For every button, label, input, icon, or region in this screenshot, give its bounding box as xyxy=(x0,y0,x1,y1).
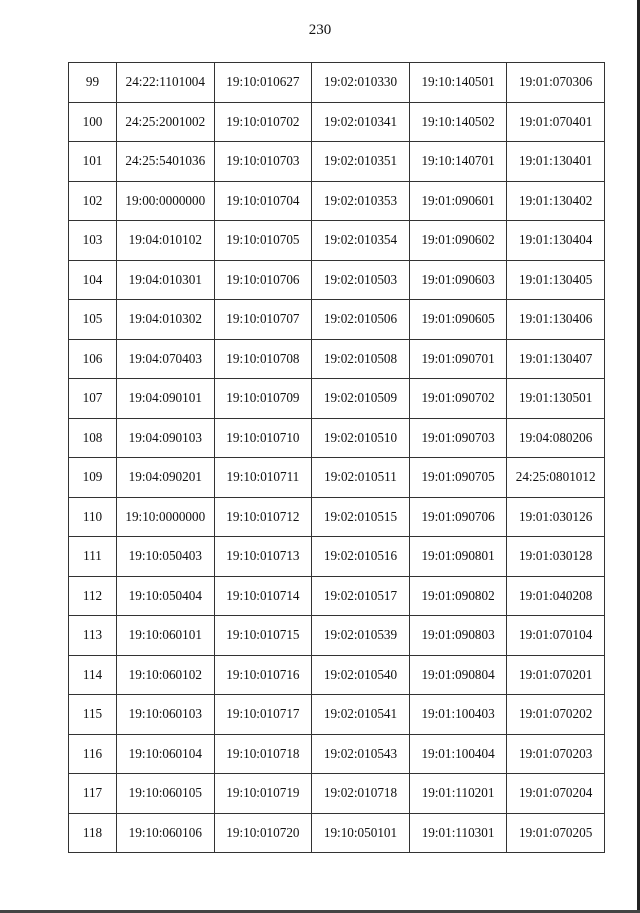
table-row xyxy=(69,300,605,340)
row-number-cell: 114 xyxy=(69,655,117,695)
code-cell: 19:10:010705 xyxy=(214,221,312,261)
code-cell: 24:25:0801012 xyxy=(507,458,605,498)
code-cell: 19:10:060104 xyxy=(117,734,215,774)
code-cell: 19:10:0000000 xyxy=(117,497,215,537)
code-cell: 19:01:090701 xyxy=(409,339,507,379)
code-cell: 19:10:010709 xyxy=(214,379,312,419)
code-cell: 19:01:090603 xyxy=(409,260,507,300)
codes-table-body xyxy=(69,63,605,853)
table-row xyxy=(69,458,605,498)
code-cell: 19:02:010516 xyxy=(312,537,410,577)
code-cell: 19:01:090601 xyxy=(409,181,507,221)
table-row xyxy=(69,379,605,419)
code-cell: 19:02:010506 xyxy=(312,300,410,340)
table-row xyxy=(69,102,605,142)
row-number-cell: 108 xyxy=(69,418,117,458)
row-number-cell: 104 xyxy=(69,260,117,300)
code-cell: 19:02:010515 xyxy=(312,497,410,537)
table-row xyxy=(69,734,605,774)
code-cell: 19:10:140701 xyxy=(409,142,507,182)
code-cell: 19:10:060102 xyxy=(117,655,215,695)
code-cell: 19:02:010354 xyxy=(312,221,410,261)
code-cell: 19:10:010704 xyxy=(214,181,312,221)
row-number-cell: 102 xyxy=(69,181,117,221)
code-cell: 19:01:100403 xyxy=(409,695,507,735)
page-number: 230 xyxy=(308,22,332,38)
row-number-cell: 115 xyxy=(69,695,117,735)
code-cell: 19:01:030128 xyxy=(507,537,605,577)
code-cell: 19:10:050404 xyxy=(117,576,215,616)
code-cell: 19:04:090103 xyxy=(117,418,215,458)
code-cell: 19:01:090801 xyxy=(409,537,507,577)
code-cell: 19:01:070205 xyxy=(507,813,605,853)
table-row xyxy=(69,260,605,300)
code-cell: 19:01:090605 xyxy=(409,300,507,340)
code-cell: 19:10:010708 xyxy=(214,339,312,379)
row-number-cell: 117 xyxy=(69,774,117,814)
code-cell: 19:10:010713 xyxy=(214,537,312,577)
code-cell: 19:01:130401 xyxy=(507,142,605,182)
code-cell: 19:01:030126 xyxy=(507,497,605,537)
code-cell: 19:01:110301 xyxy=(409,813,507,853)
code-cell: 19:02:010517 xyxy=(312,576,410,616)
code-cell: 19:10:010715 xyxy=(214,616,312,656)
code-cell: 19:10:010707 xyxy=(214,300,312,340)
code-cell: 19:04:070403 xyxy=(117,339,215,379)
code-cell: 19:10:050101 xyxy=(312,813,410,853)
row-number-cell: 101 xyxy=(69,142,117,182)
table-row xyxy=(69,655,605,695)
code-cell: 19:10:010702 xyxy=(214,102,312,142)
row-number-cell: 116 xyxy=(69,734,117,774)
code-cell: 19:10:060105 xyxy=(117,774,215,814)
code-cell: 19:01:040208 xyxy=(507,576,605,616)
code-cell: 19:02:010353 xyxy=(312,181,410,221)
code-cell: 19:01:070104 xyxy=(507,616,605,656)
code-cell: 19:01:090702 xyxy=(409,379,507,419)
code-cell: 19:01:130405 xyxy=(507,260,605,300)
code-cell: 19:01:100404 xyxy=(409,734,507,774)
code-cell: 19:10:010710 xyxy=(214,418,312,458)
code-cell: 19:10:060103 xyxy=(117,695,215,735)
code-cell: 24:25:2001002 xyxy=(117,102,215,142)
code-cell: 19:10:010627 xyxy=(214,63,312,103)
code-cell: 19:04:010102 xyxy=(117,221,215,261)
table-row xyxy=(69,497,605,537)
code-cell: 19:01:090706 xyxy=(409,497,507,537)
code-cell: 19:10:010712 xyxy=(214,497,312,537)
code-cell: 19:01:130404 xyxy=(507,221,605,261)
code-cell: 19:10:140501 xyxy=(409,63,507,103)
code-cell: 19:10:010706 xyxy=(214,260,312,300)
code-cell: 24:22:1101004 xyxy=(117,63,215,103)
code-cell: 19:02:010351 xyxy=(312,142,410,182)
table-row xyxy=(69,616,605,656)
code-cell: 19:02:010330 xyxy=(312,63,410,103)
code-cell: 19:02:010510 xyxy=(312,418,410,458)
code-cell: 19:01:070401 xyxy=(507,102,605,142)
code-cell: 19:04:080206 xyxy=(507,418,605,458)
code-cell: 19:01:130407 xyxy=(507,339,605,379)
row-number-cell: 106 xyxy=(69,339,117,379)
row-number-cell: 107 xyxy=(69,379,117,419)
code-cell: 19:01:110201 xyxy=(409,774,507,814)
code-cell: 19:01:070203 xyxy=(507,734,605,774)
code-cell: 19:04:090201 xyxy=(117,458,215,498)
code-cell: 19:01:090804 xyxy=(409,655,507,695)
table-row xyxy=(69,418,605,458)
table-row xyxy=(69,221,605,261)
table-row xyxy=(69,63,605,103)
code-cell: 19:04:010301 xyxy=(117,260,215,300)
table-row xyxy=(69,181,605,221)
row-number-cell: 111 xyxy=(69,537,117,577)
table-row xyxy=(69,339,605,379)
code-cell: 19:01:090602 xyxy=(409,221,507,261)
code-cell: 19:01:130402 xyxy=(507,181,605,221)
code-cell: 19:00:0000000 xyxy=(117,181,215,221)
code-cell: 19:02:010511 xyxy=(312,458,410,498)
code-cell: 19:10:010711 xyxy=(214,458,312,498)
code-cell: 19:10:050403 xyxy=(117,537,215,577)
table-row xyxy=(69,576,605,616)
code-cell: 19:04:090101 xyxy=(117,379,215,419)
code-cell: 19:10:060101 xyxy=(117,616,215,656)
table-row xyxy=(69,774,605,814)
row-number-cell: 99 xyxy=(69,63,117,103)
table-row xyxy=(69,813,605,853)
code-cell: 19:02:010503 xyxy=(312,260,410,300)
code-cell: 19:01:130406 xyxy=(507,300,605,340)
code-cell: 19:01:130501 xyxy=(507,379,605,419)
code-cell: 24:25:5401036 xyxy=(117,142,215,182)
code-cell: 19:10:010718 xyxy=(214,734,312,774)
code-cell: 19:01:090803 xyxy=(409,616,507,656)
code-cell: 19:02:010541 xyxy=(312,695,410,735)
code-cell: 19:04:010302 xyxy=(117,300,215,340)
code-cell: 19:01:090705 xyxy=(409,458,507,498)
code-cell: 19:01:090802 xyxy=(409,576,507,616)
table-row xyxy=(69,695,605,735)
code-cell: 19:10:010714 xyxy=(214,576,312,616)
code-cell: 19:10:140502 xyxy=(409,102,507,142)
code-cell: 19:02:010540 xyxy=(312,655,410,695)
code-cell: 19:10:010703 xyxy=(214,142,312,182)
code-cell: 19:01:090703 xyxy=(409,418,507,458)
codes-table xyxy=(68,62,605,853)
code-cell: 19:02:010508 xyxy=(312,339,410,379)
row-number-cell: 113 xyxy=(69,616,117,656)
code-cell: 19:10:010719 xyxy=(214,774,312,814)
code-cell: 19:02:010341 xyxy=(312,102,410,142)
code-cell: 19:02:010543 xyxy=(312,734,410,774)
row-number-cell: 103 xyxy=(69,221,117,261)
row-number-cell: 105 xyxy=(69,300,117,340)
code-cell: 19:02:010539 xyxy=(312,616,410,656)
table-row xyxy=(69,142,605,182)
table-row xyxy=(69,537,605,577)
code-cell: 19:02:010718 xyxy=(312,774,410,814)
code-cell: 19:10:010716 xyxy=(214,655,312,695)
code-cell: 19:10:010717 xyxy=(214,695,312,735)
code-cell: 19:10:010720 xyxy=(214,813,312,853)
code-cell: 19:01:070204 xyxy=(507,774,605,814)
row-number-cell: 110 xyxy=(69,497,117,537)
row-number-cell: 109 xyxy=(69,458,117,498)
row-number-cell: 112 xyxy=(69,576,117,616)
row-number-cell: 100 xyxy=(69,102,117,142)
code-cell: 19:01:070201 xyxy=(507,655,605,695)
row-number-cell: 118 xyxy=(69,813,117,853)
code-cell: 19:10:060106 xyxy=(117,813,215,853)
code-cell: 19:01:070202 xyxy=(507,695,605,735)
code-cell: 19:01:070306 xyxy=(507,63,605,103)
code-cell: 19:02:010509 xyxy=(312,379,410,419)
